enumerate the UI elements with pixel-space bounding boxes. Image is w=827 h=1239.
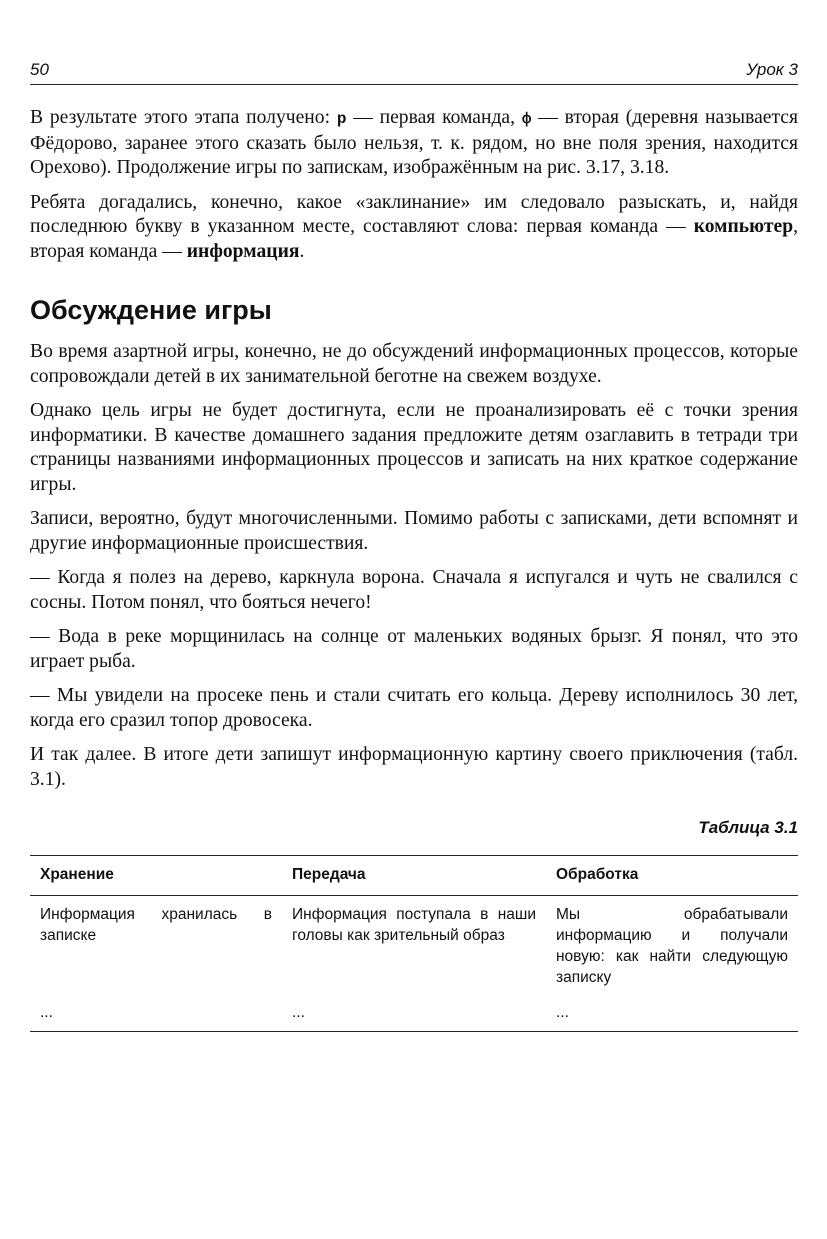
paragraph-spell <box>30 191 798 265</box>
table-cell: Мы обрабатывали информацию и получали новую: как найти следующую записку <box>556 905 788 986</box>
column-header-storage: Хранение <box>30 855 282 895</box>
text-run: — вторая (деревня называется Фёдорово, заранее этого сказать было нельзя, т. к. рядом, но вне поля зрения, находится Орехово). Продолжение игры по запискам, изображённым на рис. 3.17, 3.18. <box>30 107 798 178</box>
paragraph-result <box>30 106 798 181</box>
page-number: 50 <box>30 60 49 79</box>
chapter-title: Урок 3 <box>746 60 798 79</box>
word-computer: компьютер <box>693 216 794 237</box>
paragraph-fish: — Вода в реке морщинилась на солнце от маленьких водяных брызг. Я понял, что это играет рыба. <box>30 626 798 672</box>
text-run: . <box>299 240 305 262</box>
table-cell: ... <box>282 994 546 1032</box>
table-row <box>30 994 798 1032</box>
text-run: — первая команда, <box>346 107 522 128</box>
table-caption: Таблица 3.1 <box>698 818 798 837</box>
paragraph-goal: Однако цель игры не будет достигнута, если не проанализировать её с точки зрения информатики. В качестве домашнего задания предложите детям озаглавить в тетради три страницы названиями информационных процессов и записать на них краткое содержание игры. <box>30 400 798 495</box>
paragraph-notes: Записи, вероятно, будут многочисленными. Помимо работы с записками, дети вспомнят и другие информационные происшествия. <box>30 508 798 554</box>
letter-p-symbol: р <box>336 110 347 128</box>
text-run: , вторая команда — <box>30 216 798 262</box>
table-row <box>30 895 798 994</box>
section-heading: Обсуждение игры <box>30 295 272 325</box>
column-header-transfer: Передача <box>282 855 546 895</box>
table-cell: Информация хранилась в записке <box>40 905 272 944</box>
letter-f-symbol: ф <box>521 110 532 128</box>
table-cell: Информация поступала в наши головы как зрительный образ <box>292 905 536 944</box>
text-run: В результате этого этапа получено: <box>30 107 337 128</box>
page-header <box>30 58 798 85</box>
table-header-row <box>30 855 798 895</box>
text-run: Ребята догадались, конечно, какое «заклинание» им следовало разыскать, и, найдя последнюю букву в указанном месте, составляют слова: первая команда — <box>30 191 798 237</box>
paragraph-conclusion: И так далее. В итоге дети запишут информационную картину своего приключения (табл. 3.1). <box>30 744 798 790</box>
word-information: информация <box>186 240 300 262</box>
table-cell: ... <box>30 994 282 1032</box>
column-header-processing: Обработка <box>546 855 798 895</box>
page-body <box>30 106 798 1032</box>
info-process-table <box>30 855 798 1032</box>
paragraph-crow: — Когда я полез на дерево, каркнула ворона. Сначала я испугался и чуть не свалился с сосны. Потом понял, что бояться нечего! <box>30 567 798 613</box>
table-cell: ... <box>546 994 798 1032</box>
paragraph-stump: — Мы увидели на просеке пень и стали считать его кольца. Дереву исполнилось 30 лет, когда его сразил топор дровосека. <box>30 685 798 731</box>
paragraph-discussion: Во время азартной игры, конечно, не до обсуждений информационных процессов, которые сопровождали детей в их занимательной беготне на свежем воздухе. <box>30 341 798 387</box>
